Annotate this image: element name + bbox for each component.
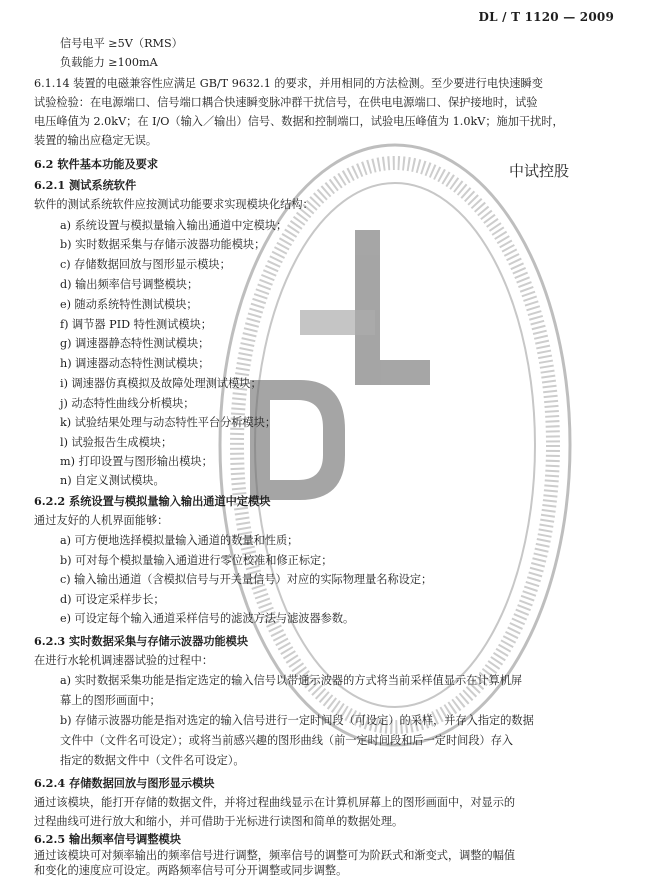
list-item: d) 可设定采样步长； xyxy=(60,593,165,606)
section-heading: 6.2 软件基本功能及要求 xyxy=(34,157,159,171)
list-item: a) 可方便地选择模拟量输入通道的数量和性质； xyxy=(60,534,299,547)
paragraph-line: 软件的测试系统软件应按测试功能要求实现模块化结构： xyxy=(34,198,314,211)
subsection-heading: 6.2.4 存储数据回放与图形显示模块 xyxy=(34,776,215,790)
list-item: h) 调速器动态特性测试模块； xyxy=(60,357,210,370)
paragraph-line: 6.1.14 装置的电磁兼容性应满足 GB/T 9632.1 的要求，并用相同的方法检测。至少要进行电快速瞬变 xyxy=(34,77,543,90)
list-item: i) 调速器仿真模拟及故障处理测试模块； xyxy=(60,377,262,390)
list-item: 幕上的图形画面中； xyxy=(60,694,161,707)
paragraph-line: 通过该模块可对频率输出的频率信号进行调整，频率信号的调整可为阶跃式和渐变式，调整的幅值 xyxy=(34,849,516,862)
list-item: b) 存储示波器功能是指对选定的输入信号进行一定时间段（可设定）的采样，并存入指定的数据 xyxy=(60,714,534,727)
paragraph-line: 在进行水轮机调速器试验的过程中： xyxy=(34,654,214,667)
spec-line: 信号电平 ≥5V（RMS） xyxy=(60,37,183,50)
list-item: e) 可设定每个输入通道采样信号的滤波方法与滤波器参数。 xyxy=(60,612,355,625)
list-item: k) 试验结果处理与动态特性平台分析模块； xyxy=(60,416,277,429)
paragraph-line: 装置的输出应稳定无误。 xyxy=(34,134,158,147)
seal-label: 中试控股 xyxy=(509,162,570,180)
list-item: a) 系统设置与模拟量输入输出通道中定模块； xyxy=(60,219,288,232)
list-item: n) 自定义测试模块。 xyxy=(60,474,165,487)
paragraph-line: 和变化的速度应可设定。两路频率信号可分开调整或同步调整。 xyxy=(34,864,348,877)
paragraph-line: 通过友好的人机界面能够： xyxy=(34,514,169,527)
subsection-heading: 6.2.3 实时数据采集与存储示波器功能模块 xyxy=(34,634,249,648)
list-item: f) 调节器 PID 特性测试模块； xyxy=(60,318,212,331)
subsection-heading: 6.2.2 系统设置与模拟量输入输出通道中定模块 xyxy=(34,494,271,508)
list-item: a) 实时数据采集功能是指定选定的输入信号以带通示波器的方式将当前采样值显示在计算机屏 xyxy=(60,674,523,687)
list-item: l) 试验报告生成模块； xyxy=(60,436,173,449)
subsection-heading: 6.2.5 输出频率信号调整模块 xyxy=(34,832,181,846)
subsection-heading: 6.2.1 测试系统软件 xyxy=(34,178,137,192)
list-item: m) 打印设置与图形输出模块； xyxy=(60,455,213,468)
list-item: c) 输入输出通道（含模拟信号与开关量信号）对应的实际物理量名称设定； xyxy=(60,573,433,586)
list-item: e) 随动系统特性测试模块； xyxy=(60,298,198,311)
list-item: b) 可对每个模拟量输入通道进行零位校准和修正标定； xyxy=(60,554,333,567)
paragraph-line: 通过该模块，能打开存储的数据文件，并将过程曲线显示在计算机屏幕上的图形画面中，对显示的 xyxy=(34,796,516,809)
spec-line: 负载能力 ≥100mA xyxy=(60,56,158,69)
list-item: d) 输出频率信号调整模块； xyxy=(60,278,199,291)
paragraph-line: 过程曲线可进行放大和缩小，并可借助于光标进行读图和简单的数据处理。 xyxy=(34,815,404,828)
list-item: 指定的数据文件中（文件名可设定）。 xyxy=(60,754,245,767)
paragraph-line: 试验检验：在电源端口、信号端口耦合快速瞬变脉冲群干扰信号，在供电电源端口、保护接地时，试验 xyxy=(34,96,538,109)
list-item: b) 实时数据采集与存储示波器功能模块； xyxy=(60,238,266,251)
list-item: g) 调速器静态特性测试模块； xyxy=(60,337,210,350)
list-item: j) 动态特性曲线分析模块； xyxy=(60,397,195,410)
document-code: DL / T 1120 — 2009 xyxy=(478,10,614,24)
list-item: 文件中（文件名可设定）；或将当前感兴趣的图形曲线（前一定时间段和后一定时间段）存入 xyxy=(60,734,514,747)
list-item: c) 存储数据回放与图形显示模块； xyxy=(60,258,231,271)
paragraph-line: 电压峰值为 2.0kV；在 I/O（输入／输出）信号、数据和控制端口，试验电压峰值为 1.0kV；施加干扰时， xyxy=(34,115,564,128)
